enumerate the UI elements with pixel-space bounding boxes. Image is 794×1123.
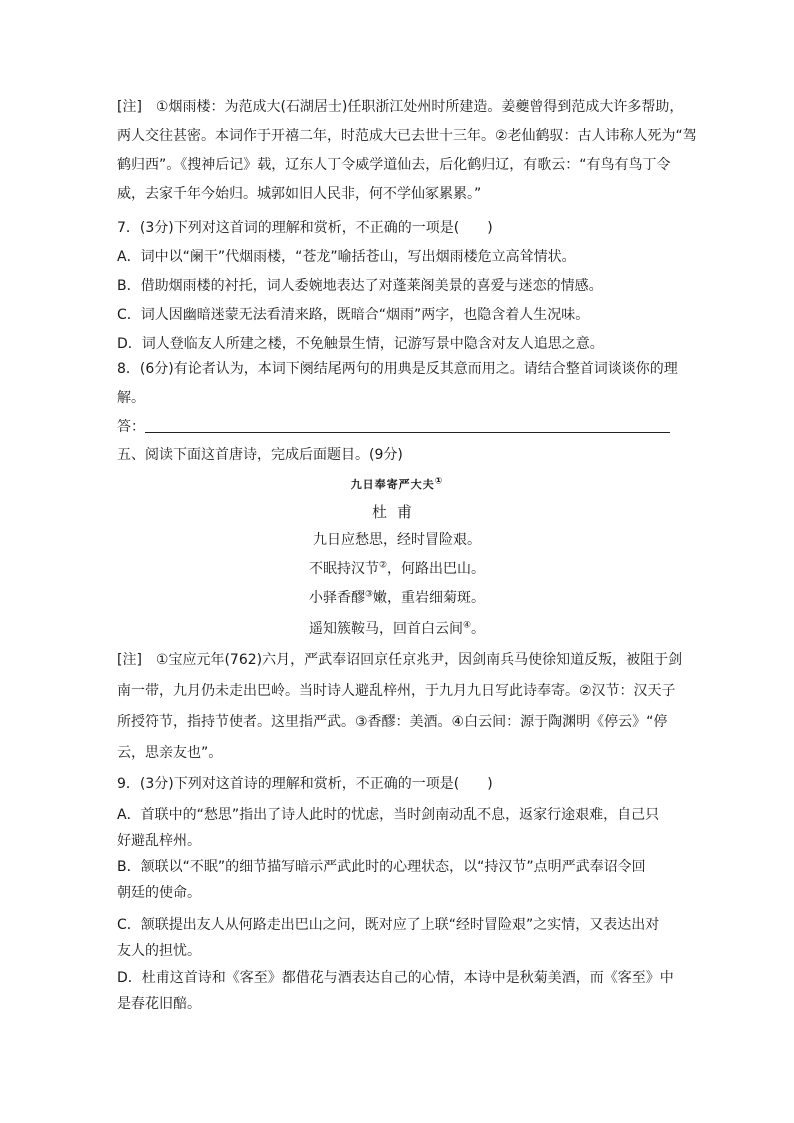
poem-author: 杜甫 — [371, 503, 422, 521]
note2-line-1: [注] ①宝应元年(762)六月，严武奉诏回京任京兆尹，因剑南兵马使徐知道反叛，被阻于剑 — [117, 652, 683, 668]
q9-option-c-line-1: C．颔联提出友人从何路走出巴山之问，既对应了上联“经时冒险艰”之实情，又表达出对 — [117, 917, 660, 933]
poem-line-4 — [0, 619, 794, 639]
q9-option-a-line-1: A．首联中的“愁思”指出了诗人此时的忧虑，当时剑南动乱不息，返家行途艰难，自己只 — [117, 807, 660, 823]
q9-option-c-line-2: 友人的担忧。 — [117, 943, 201, 959]
poem-line-4-text: 遥知簇鞍马，回首白云间 — [308, 621, 463, 637]
note1-line-2: 两人交往甚密。本词作于开禧二年，时范成大已去世十三年。②老仙鹤驭：古人讳称人死为“驾 — [117, 128, 697, 144]
poem-title-note-mark: ① — [434, 476, 444, 487]
q9-option-d-line-2: 是春花旧醅。 — [117, 996, 201, 1012]
poem-title-text: 九日奉寄严大夫 — [350, 478, 435, 491]
q9-stem: 9．(3分)下列对这首诗的理解和赏析，不正确的一项是( ) — [117, 776, 493, 792]
q8-answer-label: 答： — [117, 419, 145, 435]
poem-line-4-note-mark: ④ — [462, 620, 472, 631]
poem-line-1-text: 九日应愁思，经时冒险艰。 — [313, 532, 481, 548]
q8-answer-line — [145, 432, 670, 433]
poem-line-2 — [0, 559, 794, 579]
q8-stem-line-2: 解。 — [117, 390, 145, 406]
poem-line-3-text: 小驿香醪 — [308, 590, 365, 606]
q7-option-c: C．词人因幽暗迷蒙无法看清来路，既暗合“烟雨”两字，也隐含着人生况味。 — [117, 307, 590, 323]
poem-line-2-text: 不眠持汉节 — [308, 561, 379, 577]
note1-line-3: 鹤归西”。《搜神后记》载，辽东人丁令威学道仙去，后化鹤归辽，有歌云：“有鸟有鸟丁令 — [117, 157, 671, 173]
q9-option-b-line-1: B．颔联以“不眠”的细节描写暗示严武此时的心理状态，以“持汉节”点明严武奉诏令回 — [117, 859, 646, 875]
q7-stem: 7．(3分)下列对这首词的理解和赏析，不正确的一项是( ) — [117, 220, 493, 236]
poem-line-4-rest: 。 — [471, 621, 486, 637]
poem-line-3 — [0, 588, 794, 608]
poem-line-2-note-mark: ② — [378, 560, 388, 571]
q9-option-d-line-1: D．杜甫这首诗和《客至》都借花与酒表达自己的心情，本诗中是秋菊美酒，而《客至》中 — [117, 970, 674, 986]
q7-option-a: A．词中以“阑干”代烟雨楼，“苍龙”喻括苍山，写出烟雨楼危立高耸情状。 — [117, 249, 576, 265]
poem-line-3-rest: 嫩，重岩细菊斑。 — [373, 590, 486, 606]
q9-option-b-line-2: 朝廷的使命。 — [117, 885, 201, 901]
q7-option-d: D．词人登临友人所建之楼，不免触景生情，记游写景中隐含对友人追思之意。 — [117, 336, 604, 352]
poem-line-2-rest: ，何路出巴山。 — [387, 561, 486, 577]
poem-line-3-note-mark: ③ — [364, 589, 374, 600]
note2-line-4: 云，思亲友也”。 — [117, 745, 223, 761]
poem-line-1 — [0, 530, 794, 550]
note1-line-1: [注] ①烟雨楼：为范成大(石湖居士)任职浙江处州时所建造。姜夔曾得到范成大许多帮助， — [117, 99, 684, 115]
note2-line-2: 南一带，九月仍未走出巴岭。当时诗人避乱梓州，于九月九日写此诗奉寄。②汉节：汉天子 — [117, 683, 676, 699]
poem-title — [0, 475, 794, 495]
section5-heading: 五、阅读下面这首唐诗，完成后面题目。(9分) — [117, 447, 403, 463]
q7-option-b: B．借助烟雨楼的衬托，词人委婉地表达了对蓬莱阁美景的喜爱与迷恋的情感。 — [117, 278, 603, 294]
q9-option-a-line-2: 好避乱梓州。 — [117, 833, 201, 849]
note1-line-4: 威，去家千年今始归。城郭如旧人民非，何不学仙冢累累。” — [117, 186, 482, 202]
note2-line-3: 所授符节，指持节使者。这里指严武。③香醪：美酒。④白云间：源于陶渊明《停云》“停 — [117, 714, 668, 730]
q8-stem-line-1: 8．(6分)有论者认为，本词下阕结尾两句的用典是反其意而用之。请结合整首词谈谈你的理 — [117, 361, 678, 377]
